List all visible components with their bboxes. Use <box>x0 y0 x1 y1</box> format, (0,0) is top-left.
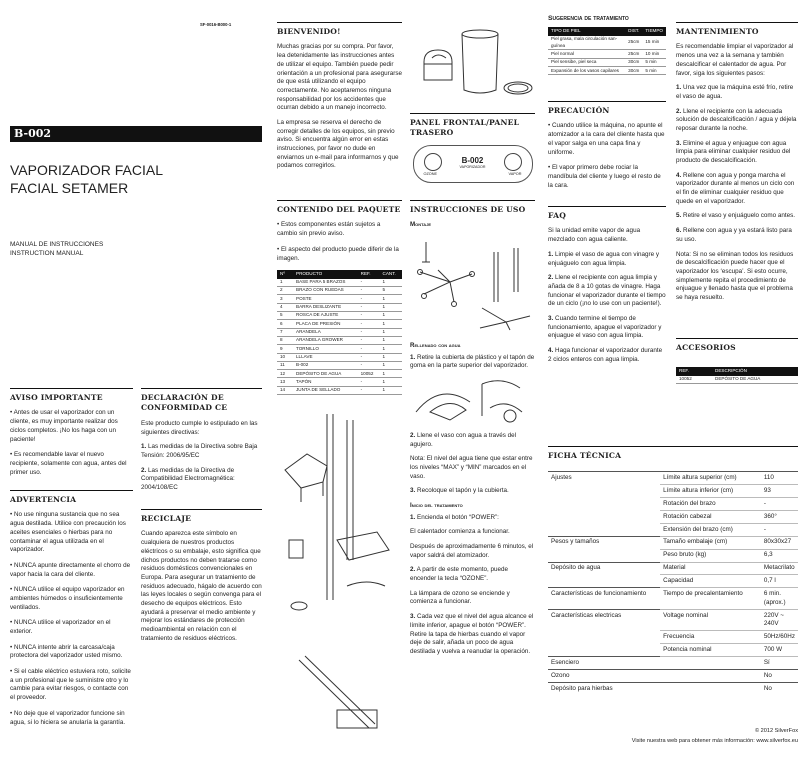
spec-group-label: Esenciero <box>548 657 660 670</box>
advertencia-bullet: • NUNCA apunte directamente el chorro de vapor hacia la cara del cliente. <box>10 561 131 578</box>
precaucion-bullet: • El vapor primero debe rociar la mandíbula del cliente y luego el resto de la cara. <box>548 164 661 189</box>
spec-spacer <box>660 682 761 694</box>
contenido-bullet: • Estos componentes están sujetos a cambio sin previo aviso. <box>277 221 381 238</box>
spec-row <box>548 498 798 511</box>
spec-value: 360° <box>761 511 798 524</box>
spec-row <box>548 670 798 683</box>
table-cell: PLACA DE PRESIÓN <box>293 320 358 328</box>
table-cell: 30cm <box>625 67 642 75</box>
advertencia-bullet: • Si el cable eléctrico estuviera roto, solicite a un profesional que le suministre otro y lo cambie para evitar riesgos, o contacte con el proveedor. <box>10 668 131 702</box>
table-cell: BASE PARA 5 BRAZOS <box>293 279 358 287</box>
table-cell: 4 <box>277 303 293 311</box>
spec-row <box>548 472 798 485</box>
bienvenido-p2: La empresa se reserva el derecho de corregir detalles de los equipos, sin previo aviso. Si encuentra algún error en estas instrucciones, por favor no dude en enviarnos un e-mail para informarnos y que podamos corregirlos. <box>277 118 399 170</box>
relleno-title: Rellenado con agua <box>410 342 461 349</box>
table-cell: 5 min <box>642 58 666 66</box>
model-bar <box>10 126 262 142</box>
ficha-table <box>548 471 798 694</box>
contenido-section <box>277 200 402 395</box>
accesorios-title: ACCESORIOS <box>676 338 798 353</box>
instrucciones-title: INSTRUCCIONES DE USO <box>410 200 535 215</box>
table-cell: - <box>358 279 380 287</box>
spec-row <box>548 485 798 498</box>
spec-value: No <box>761 682 798 694</box>
table-cell: 25cm <box>625 36 642 50</box>
bienvenido-p1: Muchas gracias por su compra. Por favor, lea detenidamente las instrucciones antes de utilizar el equipo. También puede pedir orientación a un profesional para asegurarse de que está utilizando el equipo correctamente. No aceptaremos ninguna responsabilidad por los accidentes que ocurran debido a un manejo incorrecto. <box>277 43 402 112</box>
table-cell: 1 <box>380 311 402 319</box>
table-row <box>277 320 402 328</box>
precaucion-bullet: • Cuando utilice la máquina, no apunte el atomizador a la cara del cliente hasta que el vapor salga en una capa fina y uniforme. <box>548 122 665 156</box>
spec-row <box>548 549 798 562</box>
spec-value: 0,7 l <box>761 575 798 588</box>
table-cell: 1 <box>380 303 402 311</box>
spec-row <box>548 511 798 524</box>
table-cell: ARANDELA GROWER <box>293 336 358 344</box>
spec-spacer <box>660 670 761 683</box>
relleno-nota: Nota: El nivel del agua tiene que estar entre los niveles “MAX” y “MIN” marcados en el vaso. <box>410 455 533 480</box>
mantenimiento-item: 3. Elimine el agua y enjuague con agua limpia para eliminar cualquier residuo del producto de descalcificación. <box>676 139 791 165</box>
table-cell: Expansión de los vasos capilares <box>548 67 625 75</box>
aviso-section <box>10 388 133 484</box>
spec-row <box>548 657 798 670</box>
col-header: DIST. <box>625 27 642 35</box>
table-row <box>548 67 666 75</box>
spec-name: Extensión del brazo (cm) <box>660 523 761 536</box>
montaje-title: Montaje <box>410 221 432 229</box>
spec-group-label: Depósito de agua <box>548 562 660 575</box>
declaracion-section <box>141 388 262 499</box>
model-label: B-002 <box>14 127 52 140</box>
table-cell: 15 min <box>642 36 666 50</box>
accesorios-section <box>676 338 798 384</box>
table-cell: 10 min <box>642 50 666 58</box>
mantenimiento-intro: Es recomendable limpiar el vaporizador al menos una vez a la semana y también descalcificar el calentador de agua. Por favor, siga los siguientes pasos: <box>676 43 794 77</box>
table-cell: TAPÓN <box>293 378 358 386</box>
spec-group-label: Ozono <box>548 670 660 683</box>
spec-group-spacer <box>548 485 660 498</box>
parts-illustration <box>277 410 402 750</box>
faq-item: 1. Limpie el vaso de agua con vinagre y enjuáguelo con agua limpia. <box>548 250 659 267</box>
reciclaje-title: RECICLAJE <box>141 509 262 524</box>
table-cell: - <box>358 328 380 336</box>
spec-group-spacer <box>548 575 660 588</box>
table-cell: 12 <box>277 370 293 378</box>
spec-value: 50Hz/60Hz <box>761 631 798 644</box>
faq-section <box>548 206 666 370</box>
bienvenido-title: BIENVENIDO! <box>277 22 402 37</box>
table-cell: - <box>358 353 380 361</box>
aviso-bullet: • Es recomendable lavar el nuevo recipiente, solamente con agua, antes del primer uso. <box>10 451 127 476</box>
assembly-illustration <box>410 232 535 332</box>
spec-group-label: Características de funcionamiento <box>548 588 660 610</box>
spec-value: 110 <box>761 472 798 485</box>
panel-vapor-label: VAPOR <box>508 171 522 176</box>
spec-name: Material <box>660 562 761 575</box>
mantenimiento-item: 5. Retire el vaso y enjuáguelo como antes. <box>676 212 796 220</box>
spec-group-label: Depósito para hierbas <box>548 682 660 694</box>
col-header: Nº <box>277 270 293 278</box>
table-cell: - <box>358 336 380 344</box>
mantenimiento-nota: Nota: Si no se eliminan todos los residuos de descalcificación puede hacer que el vaporizador los ‘escupa’. Si esto ocurre, simplemente repita el procedimiento de enjuague y llenado hasta que el problema se haya resuelto. <box>676 250 794 301</box>
water-container-illustration <box>410 22 535 102</box>
table-row <box>277 370 402 378</box>
table-cell: 1 <box>380 279 402 287</box>
table-row <box>277 286 402 294</box>
table-cell: 1 <box>380 361 402 369</box>
table-row <box>676 376 798 384</box>
table-cell: TORNILLO <box>293 345 358 353</box>
table-cell: 10052 <box>358 370 380 378</box>
spec-row <box>548 631 798 644</box>
table-cell: Piel sensibe, piel seca <box>548 58 625 66</box>
spec-value: No <box>761 670 798 683</box>
table-cell: 6 <box>277 320 293 328</box>
table-row <box>277 386 402 394</box>
spec-name: Voltage nominal <box>660 609 761 631</box>
col-header: TIPO DE PIEL <box>548 27 625 35</box>
table-cell: 5 min <box>642 67 666 75</box>
table-cell: Piel normal <box>548 50 625 58</box>
table-row <box>277 361 402 369</box>
accesorios-table <box>676 367 798 384</box>
filling-illustration <box>410 372 535 427</box>
table-row <box>277 303 402 311</box>
aviso-bullet: • Antes de usar el vaporizador con un cliente, es muy importante realizar dos ciclos completos. ¡No los haga con un paciente! <box>10 409 118 443</box>
col-header: DESCRIPCIÓN <box>712 367 798 375</box>
inicio-step: 1. Encienda el botón “POWER”: <box>410 513 499 521</box>
spec-group-spacer <box>548 631 660 644</box>
advertencia-bullet: • NUNCA intente abrir la carcasa/caja protectora del vaporizador usted mismo. <box>10 643 123 660</box>
advertencia-bullet: • NUNCA utilice el equipo vaporizador en ambientes húmedos o insuficientemente ventilados. <box>10 586 125 611</box>
sugerencia-title: Sugerencia de tratamiento <box>548 15 629 22</box>
spec-row <box>548 523 798 536</box>
table-cell: 1 <box>380 345 402 353</box>
contenido-bullet: • El aspecto del producto puede diferir de la imagen. <box>277 245 399 262</box>
table-cell: ARANDELA <box>293 328 358 336</box>
inicio-step: 2. A partir de este momento, puede encender la tecla “OZONE”. <box>410 566 509 583</box>
table-row <box>277 345 402 353</box>
advertencia-section <box>10 490 133 734</box>
table-cell: BARRA DESLIZANTE <box>293 303 358 311</box>
relleno-step: 1. Retire la cubierta de plástico y el tapón de goma en la parte superior del vaporizador. <box>410 353 535 370</box>
faq-intro: Si la unidad emite vapor de agua mezclado con agua caliente. <box>548 227 641 244</box>
faq-item: 4. Haga funcionar el vaporizador durante 2 ciclos enteros con agua limpia. <box>548 347 663 363</box>
mantenimiento-item: 6. Rellene con agua y ya estará listo para su uso. <box>676 227 792 243</box>
spec-name: Peso bruto (kg) <box>660 549 761 562</box>
col-header: REF. <box>676 367 712 375</box>
table-cell: 1 <box>380 320 402 328</box>
inicio-title: Inicio del tratamiento <box>410 502 463 510</box>
bienvenido-section <box>277 22 402 177</box>
instrucciones-section <box>410 200 535 233</box>
spec-spacer <box>660 657 761 670</box>
inicio-lampara: La lámpara de ozono se enciende y comienza a funcionar. <box>410 589 510 606</box>
table-cell: - <box>358 303 380 311</box>
table-cell: 1 <box>277 279 293 287</box>
title-en: FACIAL SETAMER <box>10 180 129 196</box>
instrucciones-cont <box>410 432 535 663</box>
table-cell: 1 <box>380 336 402 344</box>
inicio-step: 3. Cada vez que el nivel del agua alcance el límite inferior, apague el botón “POWER”. Retire la tapa de hierbas cuando el vapor deje de salir, añada un poco de agua destilada y vuelva a reanudar la operación. <box>410 613 534 655</box>
table-row <box>277 311 402 319</box>
spec-group-spacer <box>548 644 660 657</box>
table-row <box>548 36 666 50</box>
spec-value: Metacrilato <box>761 562 798 575</box>
contenido-table <box>277 270 402 395</box>
table-cell: 14 <box>277 386 293 394</box>
spec-value: 80x30x27 <box>761 536 798 549</box>
table-cell: 30cm <box>625 58 642 66</box>
faq-item: 3. Cuando termine el tiempo de funcionamiento, apague el vaporizador y enjuague el vaso con agua limpia. <box>548 314 662 340</box>
table-cell: - <box>358 386 380 394</box>
table-row <box>277 336 402 344</box>
advertencia-bullet: • No deje que el vaporizador funcione sin agua, si lo hiciera se anularía la garantía. <box>10 709 126 726</box>
faq-title: FAQ <box>548 206 666 221</box>
spec-row <box>548 588 798 610</box>
table-cell: ROSCA DE AJUSTE <box>293 311 358 319</box>
panel-ozone-label: OZONE <box>423 171 438 176</box>
control-panel-illustration <box>413 145 533 183</box>
declaracion-item: 1. Las medidas de la Directiva sobre Baja Tensión: 2006/95/EC <box>141 443 258 459</box>
panel-sub: VAPORIZADOR <box>459 164 486 169</box>
spec-name: Tiempo de precalentamiento <box>660 588 761 610</box>
col-header: TIEMPO <box>642 27 666 35</box>
manual-es: MANUAL DE INSTRUCCIONES <box>10 241 104 248</box>
table-cell: DEPÓSITO DE AGUA <box>712 376 798 384</box>
mantenimiento-item: 4. Rellene con agua y ponga marcha el vaporizador durante al menos un ciclo con el fin de eliminar cualquier residuo que quede en el vaporizador. <box>676 171 795 205</box>
spec-value: 6 min. (aprox.) <box>761 588 798 610</box>
sugerencia-table <box>548 27 666 75</box>
panel-section <box>410 113 535 183</box>
advertencia-bullet: • NUNCA utilice el vaporizador en el exterior. <box>10 619 111 636</box>
manual-en: INSTRUCTION MANUAL <box>10 250 84 257</box>
table-cell: 5 <box>380 286 402 294</box>
table-cell: - <box>358 286 380 294</box>
table-row <box>548 50 666 58</box>
mantenimiento-item: 2. Llene el recipiente con la adecuada solución de descalcificación / agua y déjela reposar durante la noche. <box>676 107 797 132</box>
spec-row <box>548 575 798 588</box>
table-cell: 10052 <box>676 376 712 384</box>
title-es: VAPORIZADOR FACIAL <box>10 162 163 178</box>
table-cell: LLLAVE <box>293 353 358 361</box>
table-cell: - <box>358 295 380 303</box>
spec-name: Rotación del brazo <box>660 498 761 511</box>
ficha-section <box>548 446 798 695</box>
panel-title: PANEL FRONTAL/PANEL TRASERO <box>410 113 535 139</box>
table-cell: 9 <box>277 345 293 353</box>
table-cell: 7 <box>277 328 293 336</box>
spec-group-spacer <box>548 549 660 562</box>
spec-name: Capacidad <box>660 575 761 588</box>
table-cell: 1 <box>380 295 402 303</box>
table-cell: BRAZO CON RUEDAS <box>293 286 358 294</box>
advertencia-title: ADVERTENCIA <box>10 490 133 505</box>
table-cell: 3 <box>277 295 293 303</box>
spec-group-spacer <box>548 523 660 536</box>
spec-name: Tamaño embalaje (cm) <box>660 536 761 549</box>
spec-group-label: Características electricas <box>548 609 660 631</box>
mantenimiento-section <box>676 22 798 309</box>
table-cell: - <box>358 311 380 319</box>
table-cell: JUNTA DE SELLADO <box>293 386 358 394</box>
spec-value: Sí <box>761 657 798 670</box>
table-cell: 1 <box>380 370 402 378</box>
table-row <box>277 328 402 336</box>
table-cell: B-002 <box>293 361 358 369</box>
inicio-calentador: El calentador comienza a funcionar. <box>410 528 510 536</box>
table-cell: - <box>358 378 380 386</box>
copyright: © 2012 SilverFox <box>755 728 798 734</box>
table-cell: 1 <box>380 328 402 336</box>
spec-row <box>548 682 798 694</box>
spec-row <box>548 562 798 575</box>
spec-name: Potencia nominal <box>660 644 761 657</box>
spec-value: 220V ~ 240V <box>761 609 798 631</box>
spec-row <box>548 536 798 549</box>
table-cell: 1 <box>380 378 402 386</box>
faq-item: 2. Llene el recipiente con agua limpia y añada de 8 a 10 gotas de vinagre. Haga funcionar el vaporizador durante el tiempo de un ciclo (¡no lo use con un paciente!). <box>548 274 666 308</box>
reciclaje-text: Cuando aparezca este símbolo en cualquiera de nuestros productos eléctricos o su embalaje, esto significa que dichos productos no deben tratarse como residuos domésticos convencionales en Europa. Para asegurar un tratamiento de residuos adecuado, hágalo de acuerdo con las leyes locales o según convenga para el desecho de equipos eléctricos. Esto ayudará a preservar el medio ambiente y mejorar los estándares de protección medioambiental en relación con el tratamiento de residuos eléctricos. <box>141 530 262 642</box>
table-row <box>277 279 402 287</box>
table-cell: 10 <box>277 353 293 361</box>
table-cell: 25cm <box>625 50 642 58</box>
table-cell: POSTE <box>293 295 358 303</box>
spec-group-label: Pesos y tamaños <box>548 536 660 549</box>
table-row <box>277 378 402 386</box>
declaracion-item: 2. Las medidas de la Directiva de Compatibilidad Electromagnética: 2004/108/EC <box>141 466 235 492</box>
spec-value: 6,3 <box>761 549 798 562</box>
spec-name: Límite altura superior (cm) <box>660 472 761 485</box>
col-header: REF. <box>358 270 380 278</box>
table-cell: 11 <box>277 361 293 369</box>
spec-value: - <box>761 498 798 511</box>
spec-value: 93 <box>761 485 798 498</box>
reciclaje-section <box>141 509 262 649</box>
declaracion-title: DECLARACIÓN DE CONFORMIDAD CE <box>141 388 262 414</box>
spec-group-spacer <box>548 498 660 511</box>
spec-row <box>548 644 798 657</box>
sugerencia-section <box>548 14 666 75</box>
col-header: CANT. <box>380 270 402 278</box>
spec-row <box>548 609 798 631</box>
aviso-title: AVISO IMPORTANTE <box>10 388 133 403</box>
spec-value: 700 W <box>761 644 798 657</box>
declaracion-intro: Este producto cumple lo estipulado en las siguientes directivas: <box>141 419 258 436</box>
precaucion-section <box>548 101 666 197</box>
table-row <box>548 58 666 66</box>
spec-group-label: Ajustes <box>548 472 660 485</box>
col-header: PRODUCTO <box>293 270 358 278</box>
table-cell: 5 <box>277 311 293 319</box>
spec-group-spacer <box>548 511 660 524</box>
spec-name: Rotación cabezal <box>660 511 761 524</box>
mantenimiento-title: MANTENIMIENTO <box>676 22 798 37</box>
table-cell: DEPÓSITO DE AGUA <box>293 370 358 378</box>
ficha-title: FICHA TÉCNICA <box>548 446 798 461</box>
table-cell: 1 <box>380 386 402 394</box>
panel-model: B-002 <box>461 155 484 165</box>
table-cell: 2 <box>277 286 293 294</box>
precaucion-title: PRECAUCIÓN <box>548 101 666 116</box>
table-row <box>277 295 402 303</box>
spec-name: Frecuencia <box>660 631 761 644</box>
table-cell: - <box>358 361 380 369</box>
table-cell: 13 <box>277 378 293 386</box>
doc-code: SF-0016-B000-1 <box>200 22 232 27</box>
inicio-despues: Después de aproximadamente 6 minutos, el vapor saldrá del atomizador. <box>410 543 534 559</box>
relleno-step: 3. Recoloque el tapón y la cubierta. <box>410 487 509 495</box>
table-cell: - <box>358 320 380 328</box>
table-cell: Piel grasa, mala circulación san-guínea <box>548 36 625 50</box>
contenido-title: CONTENIDO DEL PAQUETE <box>277 200 402 215</box>
table-row <box>277 353 402 361</box>
mantenimiento-item: 1. Una vez que la máquina esté frío, retire el vaso de agua. <box>676 84 794 100</box>
advertencia-bullet: • No use ninguna sustancia que no sea agua destilada. Utilice con precaución los aceites esenciales o hierbas para no contaminar el agua utilizada en el vaporizador. <box>10 511 126 554</box>
table-cell: 1 <box>380 353 402 361</box>
table-cell: 8 <box>277 336 293 344</box>
spec-name: Límite altura inferior (cm) <box>660 485 761 498</box>
spec-value: - <box>761 523 798 536</box>
relleno-step: 2. Llene el vaso con agua a través del agujero. <box>410 432 517 448</box>
table-cell: - <box>358 345 380 353</box>
website-note: Visite nuestra web para obtener más información: www.silverfox.eu <box>631 738 798 744</box>
